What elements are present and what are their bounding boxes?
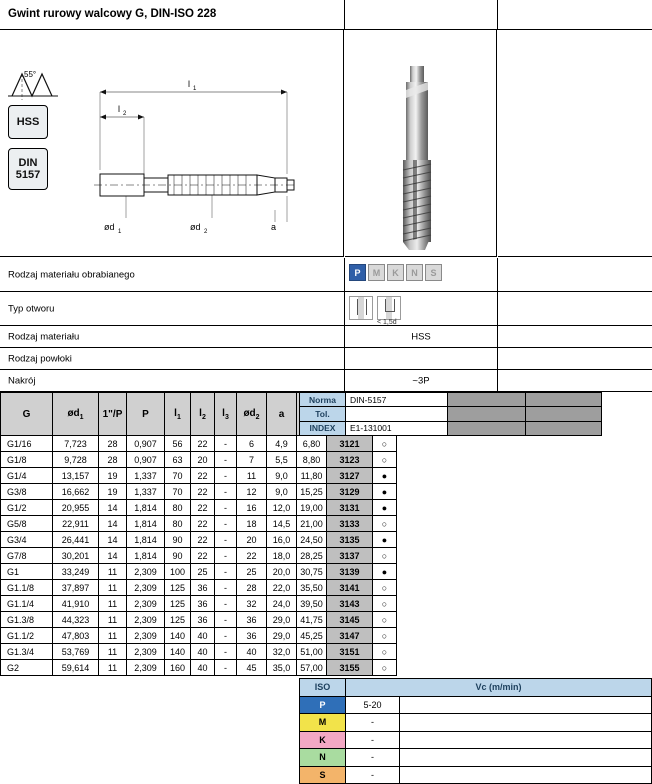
cell-g: G3/8 xyxy=(1,484,53,500)
cell-p: 2,309 xyxy=(127,628,165,644)
cell-index: 3143 xyxy=(327,596,373,612)
badge-din-line2: 5157 xyxy=(15,169,41,181)
cutting-speed-table xyxy=(299,678,652,784)
cell-availability-mark: ● xyxy=(373,484,397,500)
property-row-hole-type xyxy=(0,292,652,326)
iso-group-P: P xyxy=(300,696,346,714)
col-d1: $ød_1$ xyxy=(53,393,99,436)
table-row[interactable] xyxy=(1,660,397,676)
table-row[interactable] xyxy=(1,532,397,548)
row-divider-2 xyxy=(497,370,498,391)
property-row-coating xyxy=(0,348,652,370)
table-row[interactable] xyxy=(1,564,397,580)
property-label: Nakrój xyxy=(8,375,36,386)
table-row[interactable] xyxy=(1,612,397,628)
cell-g: G1.3/8 xyxy=(1,612,53,628)
cell-l1: 160 xyxy=(165,660,191,676)
cell-l3: - xyxy=(215,564,237,580)
iso-vc-blank xyxy=(400,731,652,749)
cell-availability-mark: ● xyxy=(373,532,397,548)
cell-g: G1 xyxy=(1,564,53,580)
cell-d1: 22,911 xyxy=(53,516,99,532)
col-p: P xyxy=(127,393,165,436)
cell-a: 18,0 xyxy=(267,548,297,564)
cell-d2: 6 xyxy=(237,436,267,452)
cell-index: 3141 xyxy=(327,580,373,596)
row-divider-2 xyxy=(497,348,498,369)
row-divider-1 xyxy=(344,292,345,325)
property-row-chamfer xyxy=(0,370,652,392)
cell-mass: 45,25 xyxy=(297,628,327,644)
cell-d2: 20 xyxy=(237,532,267,548)
header-divider-2 xyxy=(497,0,498,30)
cell-l1: 90 xyxy=(165,532,191,548)
cell-l2: 40 xyxy=(191,644,215,660)
cell-a: 32,0 xyxy=(267,644,297,660)
cell-a: 20,0 xyxy=(267,564,297,580)
cell-index: 3137 xyxy=(327,548,373,564)
cell-l2: 22 xyxy=(191,532,215,548)
cell-mass: 6,80 xyxy=(297,436,327,452)
row-divider-2 xyxy=(497,326,498,347)
svg-text:a: a xyxy=(271,222,277,232)
cell-index: 3133 xyxy=(327,516,373,532)
cell-p: 1,337 xyxy=(127,468,165,484)
cell-a: 35,0 xyxy=(267,660,297,676)
cell-l3: - xyxy=(215,532,237,548)
iso-vc-value: - xyxy=(346,731,400,749)
through-hole-icon xyxy=(349,296,373,320)
cell-availability-mark: ● xyxy=(373,468,397,484)
iso-vc-blank xyxy=(400,766,652,784)
table-row[interactable] xyxy=(1,516,397,532)
svg-text:2: 2 xyxy=(204,229,208,235)
cell-d2: 7 xyxy=(237,452,267,468)
row-divider-2 xyxy=(497,292,498,325)
iso-group-M: M xyxy=(300,714,346,732)
badge-din-line1: DIN xyxy=(18,156,38,169)
cell-availability-mark: ○ xyxy=(373,452,397,468)
svg-text:l: l xyxy=(118,104,120,114)
iso-group-K: K xyxy=(300,731,346,749)
cell-l3: - xyxy=(215,660,237,676)
cell-p: 2,309 xyxy=(127,644,165,660)
cell-availability-mark: ○ xyxy=(373,596,397,612)
cell-inch_p: 19 xyxy=(99,468,127,484)
svg-text:2: 2 xyxy=(123,111,127,117)
cell-l1: 56 xyxy=(165,436,191,452)
cell-p: 2,309 xyxy=(127,660,165,676)
tap-dimension-drawing xyxy=(82,70,332,255)
cell-g: G1.1/4 xyxy=(1,596,53,612)
cell-index: 3139 xyxy=(327,564,373,580)
cell-index: 3121 xyxy=(327,436,373,452)
svg-text:ød: ød xyxy=(190,222,201,232)
cell-mass: 35,50 xyxy=(297,580,327,596)
iso-group-N: N xyxy=(300,749,346,767)
cell-availability-mark: ○ xyxy=(373,628,397,644)
property-label: Typ otworu xyxy=(8,303,55,314)
cell-p: 2,309 xyxy=(127,612,165,628)
cell-l3: - xyxy=(215,500,237,516)
table-row[interactable] xyxy=(1,452,397,468)
cell-l1: 125 xyxy=(165,596,191,612)
cell-l1: 100 xyxy=(165,564,191,580)
cell-g: G7/8 xyxy=(1,548,53,564)
chip-S: S xyxy=(425,264,442,281)
iso-vc-blank xyxy=(400,714,652,732)
cell-l2: 40 xyxy=(191,660,215,676)
cell-l3: - xyxy=(215,468,237,484)
norm-key: Norma xyxy=(300,393,346,407)
cell-l1: 70 xyxy=(165,468,191,484)
tol-value xyxy=(346,407,448,421)
iso-vc-value: 5-20 xyxy=(346,696,400,714)
col-d2: $ød_2$ xyxy=(237,393,267,436)
col-inch-p: 1"/P xyxy=(99,393,127,436)
cell-availability-mark: ○ xyxy=(373,436,397,452)
table-row[interactable] xyxy=(1,500,397,516)
cell-l3: - xyxy=(215,596,237,612)
cell-mass: 15,25 xyxy=(297,484,327,500)
cell-g: G1/4 xyxy=(1,468,53,484)
col-l3: $l_3$ xyxy=(215,393,237,436)
cell-d2: 18 xyxy=(237,516,267,532)
cell-l1: 125 xyxy=(165,612,191,628)
cell-inch_p: 11 xyxy=(99,628,127,644)
cell-d2: 16 xyxy=(237,500,267,516)
table-row[interactable] xyxy=(1,644,397,660)
cell-g: G1.1/8 xyxy=(1,580,53,596)
vc-header-label: Vc (m/min) xyxy=(346,679,652,697)
cell-l3: - xyxy=(215,644,237,660)
property-row-material-kind xyxy=(0,326,652,348)
cell-l1: 70 xyxy=(165,484,191,500)
cell-d2: 12 xyxy=(237,484,267,500)
cell-l1: 140 xyxy=(165,644,191,660)
cell-d1: 26,441 xyxy=(53,532,99,548)
cell-l2: 20 xyxy=(191,452,215,468)
technical-drawing-panel xyxy=(0,30,344,257)
table-row[interactable] xyxy=(1,548,397,564)
cell-d2: 36 xyxy=(237,628,267,644)
cell-a: 5,5 xyxy=(267,452,297,468)
cell-l3: - xyxy=(215,580,237,596)
row-divider-2 xyxy=(497,258,498,291)
cell-inch_p: 11 xyxy=(99,660,127,676)
thread-angle-label: 55° xyxy=(24,70,37,79)
cell-d1: 59,614 xyxy=(53,660,99,676)
hole-depth-note: < 1,5d xyxy=(377,319,397,326)
cell-index: 3127 xyxy=(327,468,373,484)
row-divider-1 xyxy=(344,258,345,291)
cell-a: 22,0 xyxy=(267,580,297,596)
chip-N: N xyxy=(406,264,423,281)
cell-index: 3129 xyxy=(327,484,373,500)
cell-d1: 9,728 xyxy=(53,452,99,468)
cell-l1: 140 xyxy=(165,628,191,644)
cell-inch_p: 11 xyxy=(99,612,127,628)
index-blank-2 xyxy=(526,421,602,435)
cell-a: 9,0 xyxy=(267,484,297,500)
cell-d2: 32 xyxy=(237,596,267,612)
cell-mass: 30,75 xyxy=(297,564,327,580)
cell-index: 3147 xyxy=(327,628,373,644)
cell-l3: - xyxy=(215,436,237,452)
col-g: G xyxy=(1,393,53,436)
cell-g: G1/8 xyxy=(1,452,53,468)
cell-a: 29,0 xyxy=(267,628,297,644)
cell-inch_p: 14 xyxy=(99,516,127,532)
norm-index-block xyxy=(299,392,602,436)
col-l2: $l_2$ xyxy=(191,393,215,436)
cell-p: 1,814 xyxy=(127,532,165,548)
property-value: ~3P xyxy=(412,375,430,386)
chip-P: P xyxy=(349,264,366,281)
cell-l2: 22 xyxy=(191,500,215,516)
cell-g: G1.3/4 xyxy=(1,644,53,660)
cell-mass: 19,00 xyxy=(297,500,327,516)
tol-key: Tol. xyxy=(300,407,346,421)
cell-a: 4,9 xyxy=(267,436,297,452)
cell-d2: 11 xyxy=(237,468,267,484)
col-l1: $l_1$ xyxy=(165,393,191,436)
cell-d1: 41,910 xyxy=(53,596,99,612)
page-header xyxy=(0,0,652,30)
cell-mass: 39,50 xyxy=(297,596,327,612)
cell-inch_p: 28 xyxy=(99,436,127,452)
cell-mass: 51,00 xyxy=(297,644,327,660)
table-row[interactable] xyxy=(1,580,397,596)
index-key: INDEX xyxy=(300,421,346,435)
svg-text:1: 1 xyxy=(118,229,122,235)
cell-availability-mark: ○ xyxy=(373,516,397,532)
row-divider-1 xyxy=(344,348,345,369)
cell-availability-mark: ○ xyxy=(373,548,397,564)
iso-header-label: ISO xyxy=(300,679,346,697)
svg-text:ød: ød xyxy=(104,222,115,232)
svg-text:l: l xyxy=(188,79,190,89)
cell-d2: 45 xyxy=(237,660,267,676)
cell-inch_p: 11 xyxy=(99,644,127,660)
cell-index: 3151 xyxy=(327,644,373,660)
cell-l3: - xyxy=(215,612,237,628)
chip-K: K xyxy=(387,264,404,281)
cell-inch_p: 11 xyxy=(99,580,127,596)
iso-group-S: S xyxy=(300,766,346,784)
cell-inch_p: 11 xyxy=(99,596,127,612)
cell-availability-mark: ○ xyxy=(373,660,397,676)
cell-d2: 25 xyxy=(237,564,267,580)
iso-row xyxy=(300,766,652,784)
property-value: HSS xyxy=(411,331,431,342)
cell-mass: 28,25 xyxy=(297,548,327,564)
cell-a: 9,0 xyxy=(267,468,297,484)
cell-d1: 20,955 xyxy=(53,500,99,516)
cell-g: G2 xyxy=(1,660,53,676)
cell-d1: 44,323 xyxy=(53,612,99,628)
cell-mass: 21,00 xyxy=(297,516,327,532)
cell-l2: 22 xyxy=(191,484,215,500)
cell-availability-mark: ○ xyxy=(373,612,397,628)
cell-l1: 80 xyxy=(165,516,191,532)
cell-l2: 22 xyxy=(191,516,215,532)
badge-din xyxy=(8,148,48,190)
property-label: Rodzaj powłoki xyxy=(8,353,72,364)
table-row[interactable] xyxy=(1,484,397,500)
cell-a: 14,5 xyxy=(267,516,297,532)
svg-text:1: 1 xyxy=(193,86,197,92)
cell-a: 16,0 xyxy=(267,532,297,548)
cell-d2: 36 xyxy=(237,612,267,628)
cell-availability-mark: ○ xyxy=(373,580,397,596)
cell-l1: 63 xyxy=(165,452,191,468)
cell-mass: 11,80 xyxy=(297,468,327,484)
chip-M: M xyxy=(368,264,385,281)
cell-p: 2,309 xyxy=(127,564,165,580)
badge-hss-label: HSS xyxy=(16,115,40,128)
cell-l2: 22 xyxy=(191,436,215,452)
cell-l2: 22 xyxy=(191,468,215,484)
cell-l3: - xyxy=(215,484,237,500)
cell-index: 3145 xyxy=(327,612,373,628)
cell-inch_p: 19 xyxy=(99,484,127,500)
cell-mass: 24,50 xyxy=(297,532,327,548)
cell-l2: 36 xyxy=(191,612,215,628)
cell-l2: 36 xyxy=(191,580,215,596)
property-row-workpiece-material xyxy=(0,258,652,292)
norm-value: DIN-5157 xyxy=(346,393,448,407)
cell-p: 1,814 xyxy=(127,548,165,564)
iso-row xyxy=(300,749,652,767)
cell-p: 1,814 xyxy=(127,516,165,532)
blind-hole-icon xyxy=(377,296,401,320)
iso-vc-blank xyxy=(400,696,652,714)
iso-vc-value: - xyxy=(346,766,400,784)
cell-index: 3131 xyxy=(327,500,373,516)
cell-d1: 53,769 xyxy=(53,644,99,660)
page-title: Gwint rurowy walcowy G, DIN-ISO 228 xyxy=(8,8,217,20)
cell-a: 29,0 xyxy=(267,612,297,628)
cell-l2: 22 xyxy=(191,548,215,564)
tol-row xyxy=(300,407,602,421)
cell-inch_p: 11 xyxy=(99,564,127,580)
tol-blank-1 xyxy=(448,407,526,421)
cell-p: 2,309 xyxy=(127,596,165,612)
index-blank-1 xyxy=(448,421,526,435)
cell-l3: - xyxy=(215,548,237,564)
cell-inch_p: 14 xyxy=(99,500,127,516)
table-row[interactable] xyxy=(1,468,397,484)
cell-d1: 33,249 xyxy=(53,564,99,580)
cell-l1: 90 xyxy=(165,548,191,564)
product-photo-panel xyxy=(345,30,497,257)
tap-product-photo xyxy=(345,30,497,257)
cell-index: 3155 xyxy=(327,660,373,676)
cell-p: 0,907 xyxy=(127,436,165,452)
cell-d1: 30,201 xyxy=(53,548,99,564)
cell-d2: 40 xyxy=(237,644,267,660)
cell-p: 1,337 xyxy=(127,484,165,500)
table-body xyxy=(1,436,397,676)
cell-index: 3123 xyxy=(327,452,373,468)
property-label: Rodzaj materiału xyxy=(8,331,80,342)
cell-d1: 47,803 xyxy=(53,628,99,644)
iso-row xyxy=(300,731,652,749)
cell-availability-mark: ● xyxy=(373,564,397,580)
iso-vc-value: - xyxy=(346,749,400,767)
iso-header-row xyxy=(300,679,652,697)
cell-index: 3135 xyxy=(327,532,373,548)
iso-row xyxy=(300,696,652,714)
iso-material-chips xyxy=(349,264,442,281)
cell-l3: - xyxy=(215,452,237,468)
cell-mass: 57,00 xyxy=(297,660,327,676)
table-row[interactable] xyxy=(1,628,397,644)
tol-blank-2 xyxy=(526,407,602,421)
cell-d1: 13,157 xyxy=(53,468,99,484)
table-row[interactable] xyxy=(1,436,397,452)
cell-availability-mark: ○ xyxy=(373,644,397,660)
cell-d1: 16,662 xyxy=(53,484,99,500)
cell-inch_p: 14 xyxy=(99,532,127,548)
cell-l3: - xyxy=(215,516,237,532)
cell-mass: 41,75 xyxy=(297,612,327,628)
cell-a: 24,0 xyxy=(267,596,297,612)
cell-l1: 80 xyxy=(165,500,191,516)
badge-hss xyxy=(8,105,48,139)
cell-g: G3/4 xyxy=(1,532,53,548)
cell-inch_p: 28 xyxy=(99,452,127,468)
norm-row xyxy=(300,393,602,407)
cell-g: G1/16 xyxy=(1,436,53,452)
cell-inch_p: 14 xyxy=(99,548,127,564)
cell-l2: 40 xyxy=(191,628,215,644)
cell-g: G1.1/2 xyxy=(1,628,53,644)
property-label: Rodzaj materiału obrabianego xyxy=(8,269,135,280)
cell-d1: 37,897 xyxy=(53,580,99,596)
cell-d2: 28 xyxy=(237,580,267,596)
cell-l1: 125 xyxy=(165,580,191,596)
iso-vc-blank xyxy=(400,749,652,767)
norm-blank-1 xyxy=(448,393,526,407)
cell-availability-mark: ● xyxy=(373,500,397,516)
cell-d2: 22 xyxy=(237,548,267,564)
cell-l3: - xyxy=(215,628,237,644)
cell-g: G1/2 xyxy=(1,500,53,516)
header-divider-1 xyxy=(344,0,345,30)
cell-a: 12,0 xyxy=(267,500,297,516)
cell-p: 0,907 xyxy=(127,452,165,468)
cell-l2: 36 xyxy=(191,596,215,612)
cell-g: G5/8 xyxy=(1,516,53,532)
norm-blank-2 xyxy=(526,393,602,407)
cell-l2: 25 xyxy=(191,564,215,580)
cell-mass: 8,80 xyxy=(297,452,327,468)
index-row xyxy=(300,421,602,435)
cell-p: 1,814 xyxy=(127,500,165,516)
hole-type-icons xyxy=(349,296,401,320)
index-value: E1-131001 xyxy=(346,421,448,435)
iso-row xyxy=(300,714,652,732)
col-a: a xyxy=(267,393,297,436)
cell-p: 2,309 xyxy=(127,580,165,596)
cell-d1: 7,723 xyxy=(53,436,99,452)
iso-vc-value: - xyxy=(346,714,400,732)
table-row[interactable] xyxy=(1,596,397,612)
right-blank-panel xyxy=(498,30,652,257)
